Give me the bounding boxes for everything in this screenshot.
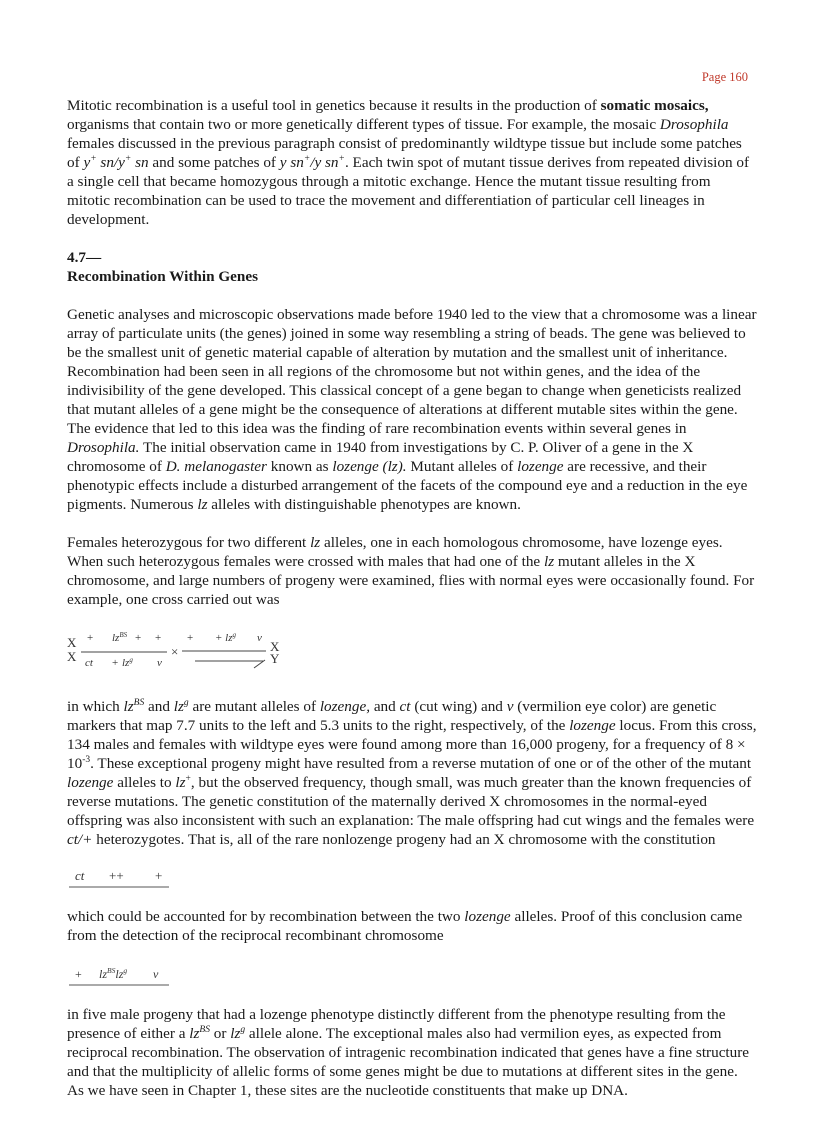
male-x: X [270,639,280,654]
svg-text:+: + [187,632,194,644]
page-content [67,96,757,1119]
svg-text:++: ++ [109,868,124,883]
svg-text:ct: ct [85,657,93,669]
svg-text:ct: ct [75,868,85,883]
svg-text:v: v [257,632,262,644]
paragraph-conclusion: in five male progeny that had a lozenge phenotype distinctly different from the phenotype resulting from the presence of either a $lz^{BS}$ or $lz^g$ allele alone. The exceptional males also had vermilion eyes, as expected from reciprocal recombination. The observation of intragenic recombination indicated that genes have a fine structure and that the multiplicity of allelic forms of some genes might be due to mutations at different sites in the gene. As we have seen in Chapter 1, these sites are the nucleotide constituents that make up DNA. [67,1006,750,1099]
paragraph-recombination-evidence: in which $lz^{BS}$ and $lz^g$ are mutant alleles of lozenge, and ct (cut wing) and v (vermilion eye color) are genetic markers that map 7.7 units to the left and 5.3 units to the right, respectively, of the lozenge locus. From this cross, 134 males and females with wildtype eyes were found among more than 16,000 progeny, for a frequency of $8 \times 10^{-3}$. These exceptional progeny might have resulted from a reverse mutation of one or of the other of the mutant lozenge alleles to lz+, but the observed frequency, though small, was much greater than the known frequencies of reverse mutations. The genetic constitution of the maternally derived X chromosomes in the normal-eyed offspring was also inconsistent with such an explanation: The male offspring had cut wings and the females were ct/+ heterozygotes. That is, all of the rare nonlozenge progeny had an X chromosome with the constitution [67,697,757,848]
cross-diagram [67,628,297,680]
female-x-top: X [67,635,77,650]
female-x-bottom: X [67,649,77,664]
paragraph-somatic-mosaics: Mitotic recombination is a useful tool in genetics because it results in the production of somatic mosaics, organisms that contain two or more genetically different types of tissue. For example, the mosaic Drosophila females discussed in the previous paragraph consist of predominantly wildtype tissue but include some patches of y+ sn/y+ sn and some patches of y sn+/y sn+. Each twin spot of mutant tissue derives from repeated division of a single cell that became homozygous through a mitotic exchange. Hence the mutant tissue resulting from mitotic recombination can be used to trace the movement and differentiation of particular cell lineages in development. [67,97,750,228]
svg-text:+: + [87,632,94,644]
constitution-diagram [67,868,177,890]
paragraph-gene-concept: Genetic analyses and microscopic observations made before 1940 led to the view that a chromosome was a linear array of particulate units (the genes) joined in some way resembling a string of beads. The gene was believed to be the smallest unit of genetic material capable of alteration by mutation and the smallest unit of inheritance. Recombination had been seen in all regions of the chromosome but not within genes, and the idea of the indivisibility of the gene developed. This classical concept of a gene began to change when geneticists realized that mutant alleles of a gene might be the consequence of alterations at different mutable sites within the gene. The evidence that led to this idea was the finding of rare recombination events within several genes in Drosophila. The initial observation came in 1940 from investigations by C. P. Oliver of a gene in the X chromosome of D. melanogaster known as lozenge (lz). Mutant alleles of lozenge are recessive, and their phenotypic effects include a disturbed arrangement of the facets of the compound eye and a reduction in the eye pigments. Numerous lz alleles with distinguishable phenotypes are known. [67,306,757,513]
cross-symbol: × [171,644,179,659]
svg-text:+: + [75,967,82,981]
svg-text:+: + [155,868,163,883]
svg-text:v: v [153,967,159,981]
svg-text:lzg: $lz^g$ [122,656,133,669]
svg-text:lzBSlzg: $lz^{BS}lz^g$ [99,966,128,981]
section-number: 4.7— [67,249,102,266]
svg-text:+: + [112,657,119,669]
male-y: Y [270,651,280,666]
svg-text:+: + [155,632,162,644]
svg-text:+ lzg: + $lz^g$ [215,631,237,644]
svg-text:+: + [135,632,142,644]
svg-text:lzBS: $lz^{BS}$ [112,631,128,644]
page-number: Page 160 [701,70,748,84]
section-title: Recombination Within Genes [67,268,258,285]
paragraph-reciprocal: which could be accounted for by recombination between the two lozenge alleles. Proof of this conclusion came from the detection of the reciprocal recombinant chromosome [67,908,743,944]
svg-text:v: v [157,657,162,669]
paragraph-heterozygous-cross: Females heterozygous for two different lz alleles, one in each homologous chromosome, have lozenge eyes. When such heterozygous females were crossed with males that had one of the lz mutant alleles in the X chromosome, and large numbers of progeny were examined, flies with normal eyes were occasionally found. For example, one cross carried out was [67,534,755,608]
section-heading [67,248,757,286]
reciprocal-diagram [67,964,177,988]
